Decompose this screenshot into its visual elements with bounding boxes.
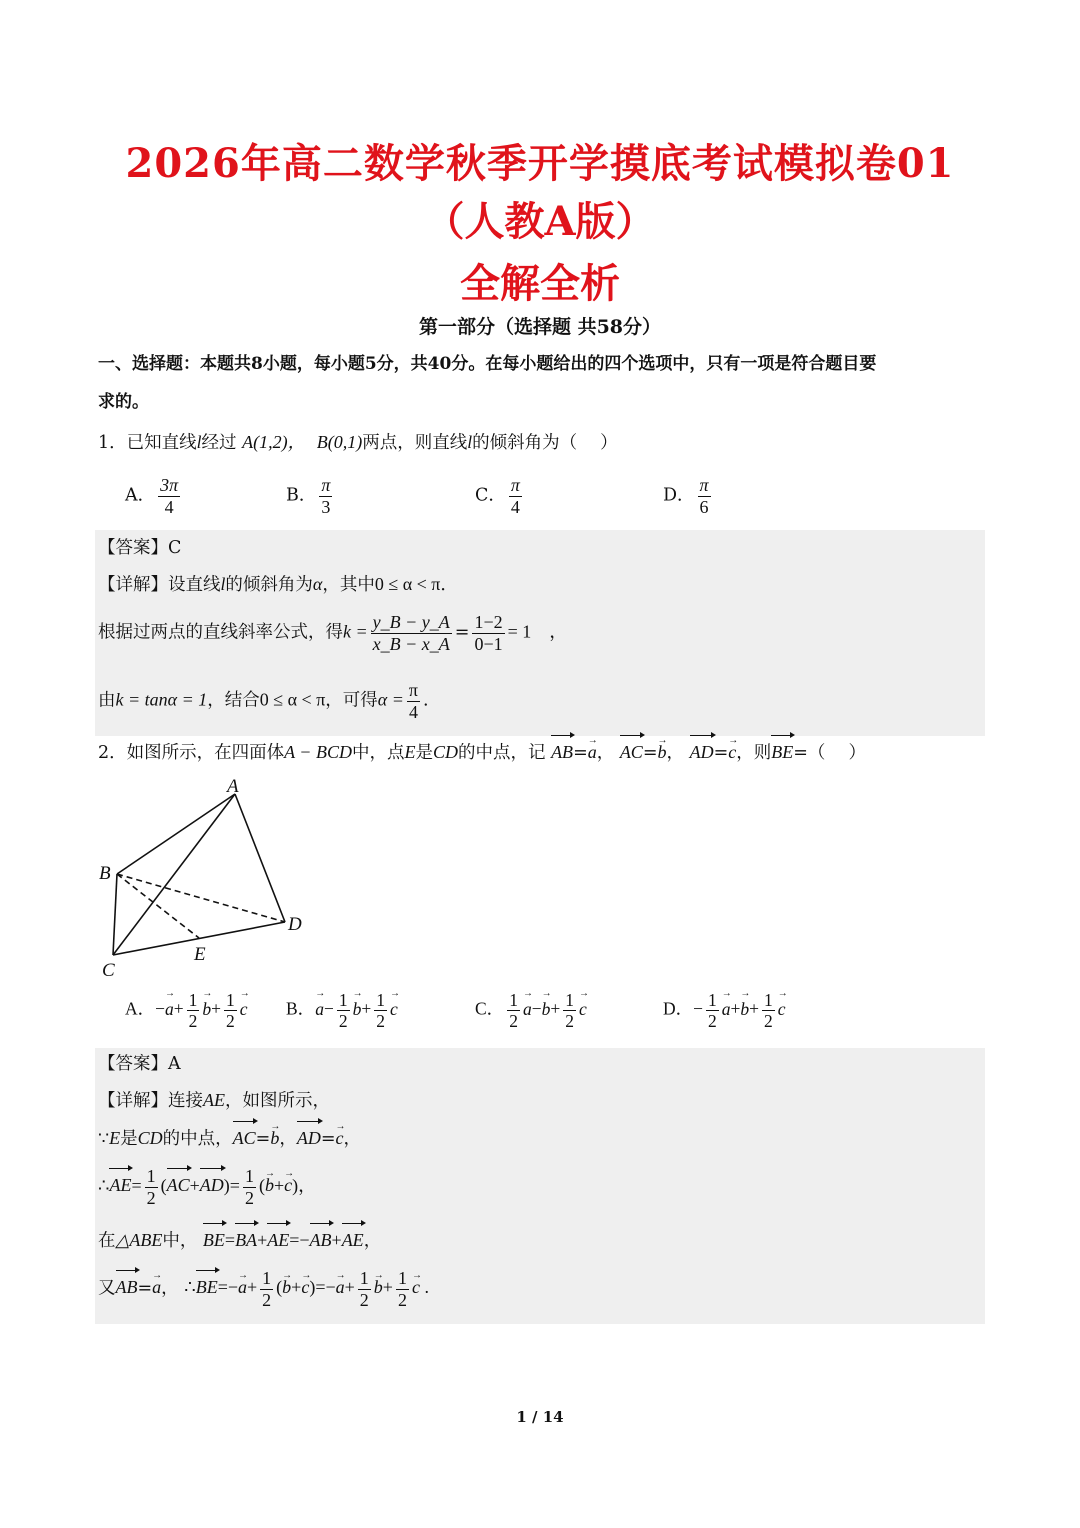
edge-ab	[117, 794, 235, 874]
label-a: A	[227, 776, 239, 797]
edge-bc	[113, 874, 117, 955]
q1-option-d[interactable]: D． $\frac{\pi}{6}$	[663, 475, 709, 517]
q1-option-b[interactable]: B． $\frac{\pi}{3}$	[286, 475, 331, 517]
q2-detail-line2: ∵E是CD的中点，AC=b →，AD=c →，	[98, 1120, 361, 1157]
q2-answer: 【答案】A	[98, 1054, 181, 1074]
instructions-line2: 求的。	[98, 392, 149, 412]
document-subtitle: （人教A版）	[424, 198, 656, 245]
q1-detail-line3: 由k = tanα = 1，结合0 ≤ α < π，可得α = $\frac{\pi}{4}$ .	[98, 680, 429, 722]
page-number: 1 / 14	[516, 1408, 564, 1426]
q1-option-a[interactable]: A． $\frac{3\pi}{4}$	[125, 475, 179, 517]
q2-detail-line3: ∴AE= $\frac{1}{2}$ (AC+AD)= $\frac{1}{2}$ (b →+c →)，	[98, 1166, 316, 1208]
q2-option-c[interactable]: C． $\frac{1}{2}$ a →−b →+ $\frac{1}{2}$ c →	[475, 990, 587, 1031]
q2-option-d[interactable]: D．− $\frac{1}{2}$ a →+b →+ $\frac{1}{2}$ c →	[663, 990, 786, 1031]
q1-detail-line1: 【详解】设直线l的倾斜角为α，其中0 ≤ α < π．	[98, 574, 458, 595]
q2-option-a[interactable]: A．−a →+ $\frac{1}{2}$ b →+ $\frac{1}{2}$ c →	[125, 990, 248, 1031]
tetrahedron-figure	[95, 772, 325, 982]
q2-detail-line4: 在△ABE中， BE=BA+AE=−AB+AE，	[98, 1222, 381, 1259]
q2-detail-line1: 【详解】连接AE，如图所示，	[98, 1090, 330, 1111]
instructions-line1: 一、选择题：本题共8小题，每小题5分，共40分。在每小题给出的四个选项中，只有一项是符合题目要	[98, 354, 877, 374]
q1-answer: 【答案】C	[98, 538, 182, 558]
label-b: B	[99, 863, 111, 884]
document-heading: 全解全析	[460, 260, 620, 307]
edge-bd-hidden	[117, 874, 285, 922]
label-c: C	[102, 960, 115, 981]
q1-detail-line2: 根据过两点的直线斜率公式，得k = $\frac{y\_B - y\_A}{x\_B - x\_A}$ = $\frac{1-2}{0-1}$ = 1 ，	[98, 612, 568, 654]
label-e: E	[194, 944, 206, 965]
edge-ac	[113, 794, 235, 955]
edge-ad	[235, 794, 285, 922]
section-title: 第一部分（选择题 共58分）	[418, 316, 662, 338]
q2-option-b[interactable]: B．a →− $\frac{1}{2}$ b →+ $\frac{1}{2}$ c →	[286, 990, 398, 1031]
label-d: D	[288, 914, 302, 935]
question-1-stem: 1．已知直线l经过 A(1,2)， B(0,1)两点，则直线l的倾斜角为（ ）	[98, 432, 618, 453]
q1-option-c[interactable]: C． $\frac{\pi}{4}$	[475, 475, 520, 517]
document-title: 2026年高二数学秋季开学摸底考试模拟卷01	[125, 140, 955, 187]
q2-detail-line5: 又AB=a →， ∴BE=−a →+ $\frac{1}{2}$ (b →+c →)=−a →+ $\frac{1}{2}$ b →+ $\frac{1}{2}$ c → .	[98, 1268, 429, 1310]
segment-be	[117, 874, 199, 938]
question-2-stem: 2．如图所示，在四面体A − BCD中，点E是CD的中点，记 AB=a →， AC=b →， AD=c →，则BE=（ ）	[98, 734, 866, 771]
